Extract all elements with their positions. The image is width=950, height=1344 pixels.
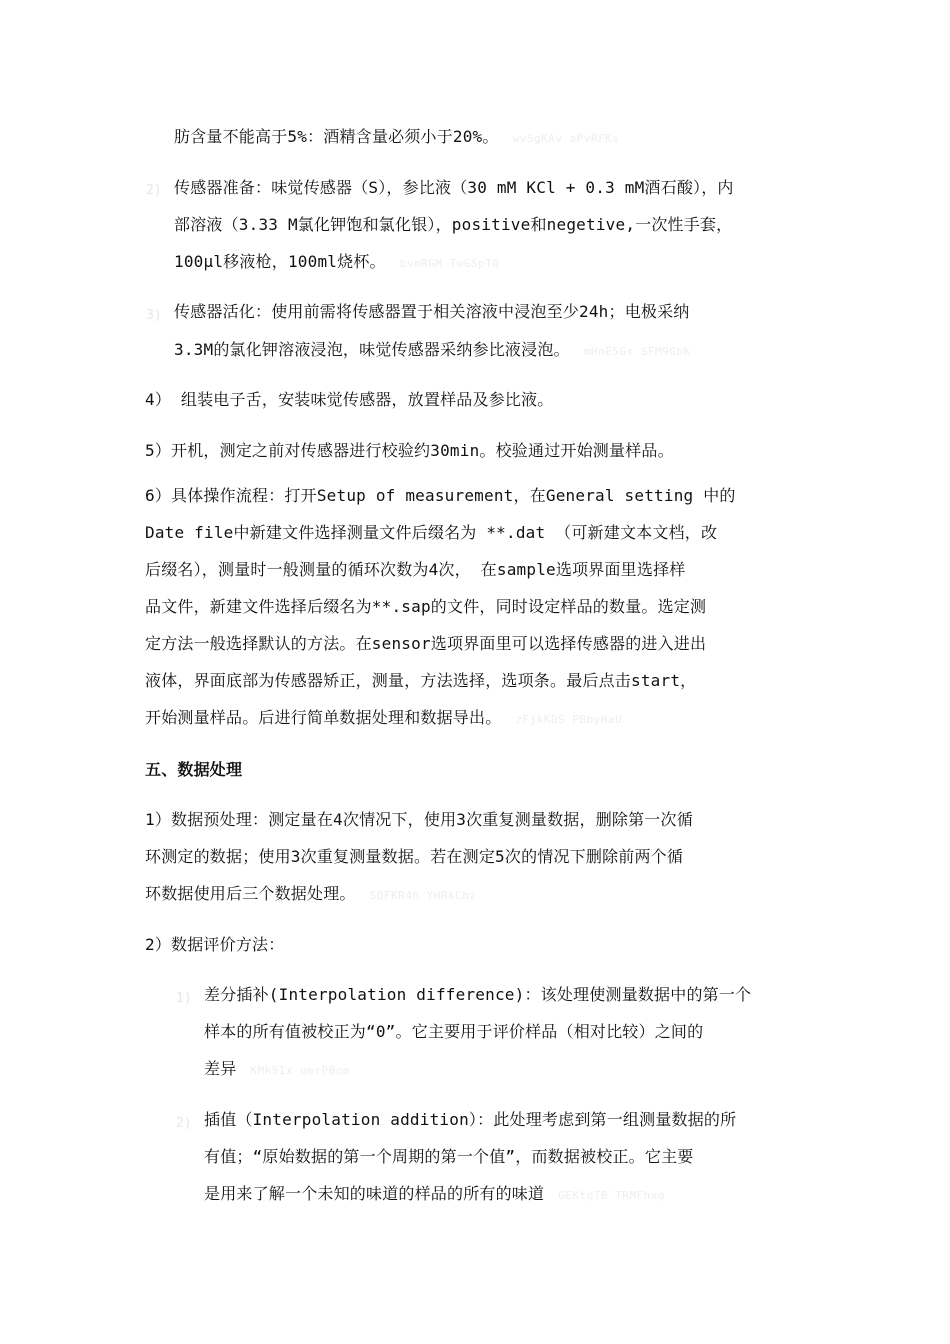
text-line: 环数据使用后三个数据处理。 SQFKR4h YHRkChz: [145, 884, 477, 903]
watermark-text: GEKtqTB TRMFhxq: [558, 1189, 666, 1202]
text-line: 传感器准备：味觉传感器（S），参比液（30 mM KCl + 0.3 mM酒石酸），内: [174, 178, 734, 197]
text-line: 6）具体操作流程：打开Setup of measurement，在General setting 中的: [145, 486, 736, 505]
text-line: 样本的所有值被校正为“0”。它主要用于评价样品（相对比较）之间的: [204, 1022, 704, 1041]
watermark-text: KMk5Ix uerPBom: [250, 1064, 351, 1077]
watermark-text: bvmRGM TwGSpTQ: [399, 257, 500, 270]
text-line: 1）数据预处理：测定量在4次情况下，使用3次重复测量数据，删除第一次循: [145, 810, 693, 829]
text-line: 2）数据评价方法：: [145, 935, 285, 954]
text-line: 有值；“原始数据的第一个周期的第一个值”，而数据被校正。它主要: [204, 1147, 694, 1166]
list-marker: 2): [176, 1116, 192, 1131]
text-line: 传感器活化：使用前需将传感器置于相关溶液中浸泡至少24h；电极采纳: [174, 302, 690, 321]
text-line: 100μl移液枪，100ml烧杯。 bvmRGM TwGSpTQ: [174, 252, 500, 271]
watermark-text: wvSgKAv aPvRFKs: [512, 132, 620, 145]
text-line: 差分插补(Interpolation difference)：该处理使测量数据中的第一个: [204, 985, 752, 1004]
text-line: 肪含量不能高于5%：酒精含量必须小于20%。 wvSgKAv aPvRFKs: [174, 127, 620, 146]
watermark-text: mHnE5Gx SFM9Gbk: [583, 345, 691, 358]
text-line: 液体，界面底部为传感器矫正，测量，方法选择，选项条。最后点击start，: [145, 671, 697, 690]
text-line: Date file中新建文件选择测量文件后缀名为 **.dat （可新建文本文档，改: [145, 523, 718, 542]
list-marker: 1): [176, 991, 192, 1006]
list-marker: 3): [146, 308, 162, 323]
section-heading: 五、数据处理: [145, 760, 243, 779]
text-line: 4） 组装电子舌，安装味觉传感器，放置样品及参比液。: [145, 390, 554, 409]
text-line: 插值（Interpolation addition）：此处理考虑到第一组测量数据的所: [204, 1110, 737, 1129]
text-line: 开始测量样品。后进行简单数据处理和数据导出。 zFjkKDS PBbyHaU: [145, 708, 623, 727]
text-line: 部溶液（3.33 M氯化钾饱和氯化银），positive和negetive,一次性手套，: [174, 215, 733, 234]
list-marker: 2): [146, 183, 162, 198]
watermark-text: SQFKR4h YHRkChz: [369, 889, 477, 902]
text-line: 3.3M的氯化钾溶液浸泡，味觉传感器采纳参比液浸泡。 mHnE5Gx SFM9Gbk: [174, 340, 691, 359]
text-line: 差异 KMk5Ix uerPBom: [204, 1059, 351, 1078]
watermark-text: zFjkKDS PBbyHaU: [515, 713, 623, 726]
text-line: 后缀名），测量时一般测量的循环次数为4次， 在sample选项界面里选择样: [145, 560, 686, 579]
text-line: 品文件，新建文件选择后缀名为**.sap的文件，同时设定样品的数量。选定测: [145, 597, 707, 616]
text-line: 定方法一般选择默认的方法。在sensor选项界面里可以选择传感器的进入进出: [145, 634, 707, 653]
text-line: 5）开机，测定之前对传感器进行校验约30min。校验通过开始测量样品。: [145, 441, 674, 460]
text-line: 环测定的数据；使用3次重复测量数据。若在测定5次的情况下删除前两个循: [145, 847, 684, 866]
text-line: 是用来了解一个未知的味道的样品的所有的味道 GEKtqTB TRMFhxq: [204, 1184, 666, 1203]
